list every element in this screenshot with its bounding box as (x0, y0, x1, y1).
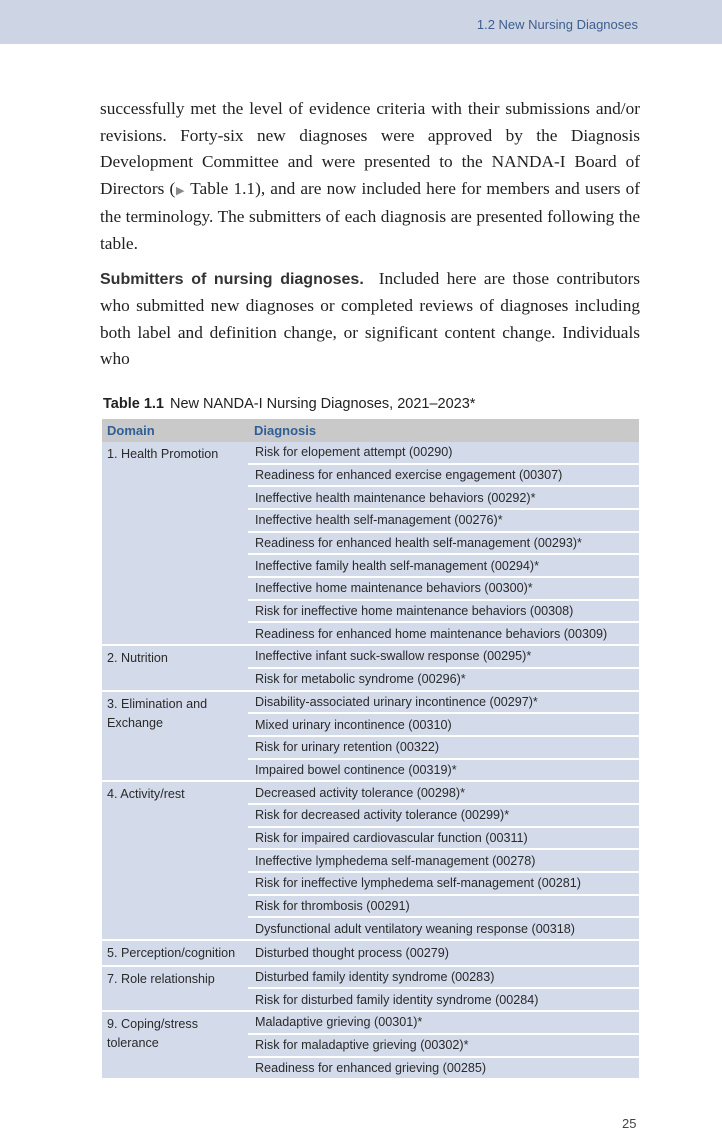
paragraph-2 (100, 266, 640, 373)
diagnosis-cell: Mixed urinary incontinence (00310) (249, 713, 639, 736)
paragraph-2-text: Included here are those contributors who submitted new diagnoses or completed reviews of diagnoses including both label and definition change, or significant content change. Individuals who (100, 268, 640, 369)
diagnosis-cell: Ineffective health maintenance behaviors (00292)* (249, 486, 639, 509)
diagnosis-cell: Risk for disturbed family identity syndrome (00284) (249, 988, 639, 1011)
table-title: New NANDA-I Nursing Diagnoses, 2021–2023* (169, 395, 476, 412)
diagnosis-cell: Risk for metabolic syndrome (00296)* (249, 668, 639, 691)
table-label: Table 1.1 (103, 395, 164, 412)
domain-cell: 2. Nutrition (102, 645, 249, 690)
header-diagnosis: Diagnosis (249, 419, 639, 442)
diagnosis-cell: Risk for impaired cardiovascular function (00311) (249, 827, 639, 850)
diagnoses-table (102, 419, 639, 1080)
diagnosis-cell: Ineffective health self-management (00276)* (249, 509, 639, 532)
diagnosis-cell: Readiness for enhanced health self-management (00293)* (249, 532, 639, 555)
table-caption (103, 395, 640, 413)
table-body (102, 442, 639, 1079)
table-row (102, 781, 639, 804)
diagnosis-cell: Ineffective family health self-management (00294)* (249, 554, 639, 577)
domain-cell: 9. Coping/stress tolerance (102, 1011, 249, 1079)
paragraph-1-text: successfully met the level of evidence criteria with their submissions and/or revisions. Forty-six new diagnoses were approved by the Diagnosis Development Committee and were presented to the NANDA-I Board of Directors ( (100, 99, 640, 198)
arrow-right-icon: ▶ (175, 184, 186, 197)
diagnosis-cell: Disturbed thought process (00279) (249, 940, 639, 966)
paragraph-1-end: ), and are now included here for members and users of the terminology. The submitters of each diagnosis are presented following the table. (100, 178, 641, 253)
diagnosis-cell: Disability-associated urinary incontinence (00297)* (249, 691, 639, 714)
table-row (102, 691, 639, 714)
table-header-row (102, 419, 639, 442)
domain-cell: 7. Role relationship (102, 966, 249, 1011)
diagnosis-cell: Disturbed family identity syndrome (00283) (249, 966, 639, 989)
diagnosis-cell: Risk for maladaptive grieving (00302)* (249, 1034, 639, 1057)
table-row (102, 442, 639, 464)
domain-cell: 1. Health Promotion (102, 442, 249, 645)
header-domain: Domain (102, 419, 249, 442)
running-title: 1.2 New Nursing Diagnoses (476, 17, 638, 32)
diagnosis-cell: Risk for urinary retention (00322) (249, 736, 639, 759)
diagnosis-cell: Readiness for enhanced home maintenance behaviors (00309) (249, 622, 639, 645)
diagnosis-cell: Dysfunctional adult ventilatory weaning response (00318) (249, 917, 639, 940)
table-row (102, 645, 639, 668)
domain-cell: 4. Activity/rest (102, 781, 249, 940)
page-content (100, 96, 640, 1131)
diagnosis-cell: Risk for elopement attempt (00290) (249, 442, 639, 464)
diagnosis-cell: Readiness for enhanced grieving (00285) (249, 1057, 639, 1080)
domain-cell: 3. Elimination and Exchange (102, 691, 249, 782)
table-row (102, 1011, 639, 1034)
table-reference-link[interactable]: Table 1.1 (190, 178, 256, 198)
diagnosis-cell: Risk for thrombosis (00291) (249, 895, 639, 918)
diagnosis-cell: Impaired bowel continence (00319)* (249, 759, 639, 782)
table-row (102, 940, 639, 966)
diagnosis-cell: Decreased activity tolerance (00298)* (249, 781, 639, 804)
diagnosis-cell: Ineffective infant suck-swallow response (00295)* (249, 645, 639, 668)
diagnosis-cell: Risk for ineffective home maintenance behaviors (00308) (249, 600, 639, 623)
section-heading: Submitters of nursing diagnoses. (100, 270, 364, 288)
running-header (0, 0, 722, 44)
diagnosis-cell: Risk for ineffective lymphedema self-management (00281) (249, 872, 639, 895)
diagnosis-cell: Ineffective lymphedema self-management (00278) (249, 849, 639, 872)
domain-cell: 5. Perception/cognition (102, 940, 249, 966)
diagnosis-cell: Risk for decreased activity tolerance (00299)* (249, 804, 639, 827)
paragraph-1 (100, 96, 640, 258)
diagnosis-cell: Maladaptive grieving (00301)* (249, 1011, 639, 1034)
diagnosis-cell: Readiness for enhanced exercise engagement (00307) (249, 464, 639, 487)
table-row (102, 966, 639, 989)
diagnosis-cell: Ineffective home maintenance behaviors (00300)* (249, 577, 639, 600)
page-number: 25 (622, 1116, 637, 1131)
